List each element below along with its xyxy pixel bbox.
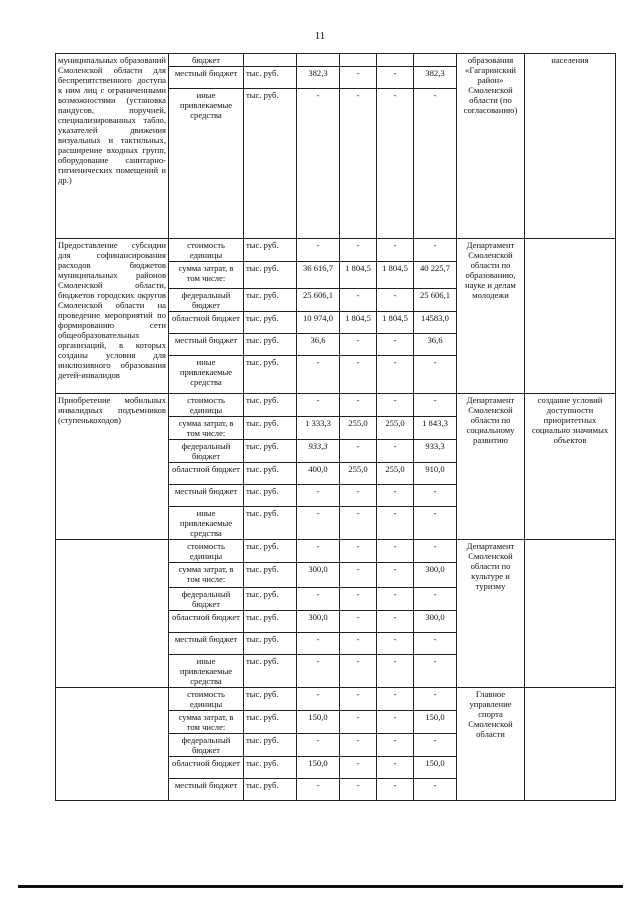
value-cell: - (377, 485, 414, 507)
value-cell: - (340, 588, 377, 611)
value-cell: - (340, 440, 377, 463)
value-cell: - (377, 356, 414, 394)
funding-source-cell: стоимость единицы (169, 688, 244, 711)
value-cell: - (340, 611, 377, 633)
unit-cell: тыс. руб. (244, 312, 297, 334)
page-number: 11 (314, 30, 326, 42)
value-cell: - (377, 239, 414, 262)
table-row (56, 540, 616, 563)
value-cell: - (340, 239, 377, 262)
funding-source-cell: федеральный бюджет (169, 734, 244, 757)
bottom-rule (18, 885, 623, 888)
value-cell: - (297, 688, 340, 711)
measure-description: Приобретение мобильных инвалидных подъемников (ступенькоходов) (56, 394, 169, 540)
value-cell: - (414, 779, 457, 801)
value-cell: - (340, 711, 377, 734)
unit-cell: тыс. руб. (244, 440, 297, 463)
value-cell: - (377, 289, 414, 312)
value-cell: - (340, 655, 377, 688)
value-cell: - (297, 779, 340, 801)
unit-cell: тыс. руб. (244, 417, 297, 440)
value-cell: - (340, 394, 377, 417)
value-cell: - (414, 734, 457, 757)
value-cell: - (340, 757, 377, 779)
expected-result (525, 688, 616, 801)
value-cell (414, 54, 457, 67)
value-cell: 1 333,3 (297, 417, 340, 440)
funding-source-cell: сумма затрат, в том числе: (169, 262, 244, 289)
value-cell: 933,3 (297, 440, 340, 463)
measure-description (56, 540, 169, 688)
value-cell: - (377, 563, 414, 588)
funding-source-cell: местный бюджет (169, 779, 244, 801)
value-cell: - (377, 507, 414, 540)
value-cell: 300,0 (297, 563, 340, 588)
unit-cell: тыс. руб. (244, 633, 297, 655)
value-cell: - (414, 356, 457, 394)
value-cell: - (340, 356, 377, 394)
value-cell: 255,0 (377, 417, 414, 440)
value-cell: - (297, 655, 340, 688)
unit-cell: тыс. руб. (244, 688, 297, 711)
value-cell: - (297, 89, 340, 239)
funding-source-cell: областной бюджет (169, 757, 244, 779)
value-cell: - (340, 67, 377, 89)
value-cell: - (377, 757, 414, 779)
value-cell: - (377, 334, 414, 356)
value-cell: - (377, 540, 414, 563)
value-cell: 1 804,5 (340, 262, 377, 289)
table-row (56, 394, 616, 417)
unit-cell: тыс. руб. (244, 67, 297, 89)
unit-cell: тыс. руб. (244, 734, 297, 757)
value-cell: - (414, 655, 457, 688)
value-cell: - (297, 356, 340, 394)
value-cell: - (377, 633, 414, 655)
value-cell: - (340, 507, 377, 540)
funding-source-cell: областной бюджет (169, 312, 244, 334)
value-cell: - (297, 540, 340, 563)
value-cell: - (414, 633, 457, 655)
funding-source-cell: иные привлекаемые средства (169, 356, 244, 394)
unit-cell: тыс. руб. (244, 779, 297, 801)
funding-source-cell: областной бюджет (169, 463, 244, 485)
value-cell: 36,6 (297, 334, 340, 356)
funding-source-cell: стоимость единицы (169, 540, 244, 563)
value-cell: - (297, 588, 340, 611)
value-cell: - (340, 633, 377, 655)
table-row (56, 54, 616, 67)
value-cell: 25 606,1 (414, 289, 457, 312)
value-cell: - (414, 688, 457, 711)
value-cell: 382,3 (297, 67, 340, 89)
responsible-department: образования «Гагаринский район» Смоленской области (по согласованию) (457, 54, 525, 239)
value-cell: 1 843,3 (414, 417, 457, 440)
value-cell: - (414, 394, 457, 417)
value-cell: - (377, 711, 414, 734)
value-cell: - (414, 239, 457, 262)
value-cell: - (340, 334, 377, 356)
value-cell (340, 54, 377, 67)
unit-cell: тыс. руб. (244, 239, 297, 262)
unit-cell: тыс. руб. (244, 563, 297, 588)
value-cell: - (414, 507, 457, 540)
value-cell: - (377, 611, 414, 633)
unit-cell: тыс. руб. (244, 757, 297, 779)
value-cell: - (340, 540, 377, 563)
table-row (56, 688, 616, 711)
unit-cell: тыс. руб. (244, 394, 297, 417)
expected-result (525, 239, 616, 394)
value-cell: - (297, 633, 340, 655)
unit-cell: тыс. руб. (244, 611, 297, 633)
value-cell: - (297, 507, 340, 540)
value-cell: - (340, 779, 377, 801)
funding-source-cell: местный бюджет (169, 67, 244, 89)
value-cell: 300,0 (414, 563, 457, 588)
funding-source-cell: сумма затрат, в том числе: (169, 417, 244, 440)
value-cell: - (297, 239, 340, 262)
value-cell: 300,0 (414, 611, 457, 633)
unit-cell: тыс. руб. (244, 262, 297, 289)
value-cell: - (377, 588, 414, 611)
unit-cell: тыс. руб. (244, 485, 297, 507)
value-cell: - (377, 688, 414, 711)
value-cell: - (297, 734, 340, 757)
funding-source-cell: стоимость единицы (169, 394, 244, 417)
unit-cell: тыс. руб. (244, 711, 297, 734)
value-cell (377, 54, 414, 67)
funding-source-cell: стоимость единицы (169, 239, 244, 262)
value-cell: 255,0 (377, 463, 414, 485)
unit-cell: тыс. руб. (244, 89, 297, 239)
value-cell: 36 616,7 (297, 262, 340, 289)
value-cell: - (340, 89, 377, 239)
value-cell: - (414, 540, 457, 563)
unit-cell: тыс. руб. (244, 356, 297, 394)
value-cell: 382,3 (414, 67, 457, 89)
value-cell: 10 974,0 (297, 312, 340, 334)
funding-source-cell: федеральный бюджет (169, 588, 244, 611)
value-cell: 300,0 (297, 611, 340, 633)
value-cell: - (414, 485, 457, 507)
value-cell: - (340, 563, 377, 588)
value-cell: 1 804,5 (340, 312, 377, 334)
unit-cell: тыс. руб. (244, 655, 297, 688)
unit-cell: тыс. руб. (244, 289, 297, 312)
funding-source-cell: сумма затрат, в том числе: (169, 711, 244, 734)
expected-result: создание условий доступности приоритетных социально значимых объектов (525, 394, 616, 540)
value-cell: - (377, 655, 414, 688)
value-cell: - (377, 89, 414, 239)
measure-description: муниципальных образований Смоленской области для беспрепятственного доступа к ним лиц с ограниченными возможностями (установка пандусов, поручней, специализированных табло, указателей движения визуальных и тактильных, расширение входных групп, оборудование санитарно-гигиенических помещений и др.) (56, 54, 169, 239)
value-cell: 150,0 (297, 711, 340, 734)
funding-source-cell: сумма затрат, в том числе: (169, 563, 244, 588)
value-cell: 933,3 (414, 440, 457, 463)
value-cell: 1 804,5 (377, 312, 414, 334)
value-cell: 25 606,1 (297, 289, 340, 312)
value-cell: 255,0 (340, 417, 377, 440)
funding-source-cell: местный бюджет (169, 485, 244, 507)
value-cell: - (377, 394, 414, 417)
funding-source-cell: местный бюджет (169, 334, 244, 356)
value-cell: 1 804,5 (377, 262, 414, 289)
value-cell: - (377, 440, 414, 463)
value-cell: - (340, 688, 377, 711)
value-cell (297, 54, 340, 67)
value-cell: 150,0 (297, 757, 340, 779)
measure-description: Предоставление субсидии для софинансирования расходов бюджетов муниципальных районов Смоленской области, бюджетов городских округов Смоленской области на проведение мероприятий по формированию сети общеобразовательных организаций, в которых созданы условия для инклюзивного образования детей-инвалидов (56, 239, 169, 394)
program-measures-table (55, 53, 616, 801)
table-row (56, 239, 616, 262)
funding-source-cell: федеральный бюджет (169, 289, 244, 312)
value-cell: - (414, 588, 457, 611)
value-cell: - (297, 485, 340, 507)
expected-result: населения (525, 54, 616, 239)
funding-source-cell: бюджет (169, 54, 244, 67)
responsible-department: Департамент Смоленской области по образованию, науке и делам молодежи (457, 239, 525, 394)
funding-source-cell: местный бюджет (169, 633, 244, 655)
unit-cell: тыс. руб. (244, 463, 297, 485)
value-cell: 255,0 (340, 463, 377, 485)
value-cell: - (414, 89, 457, 239)
value-cell: - (297, 394, 340, 417)
unit-cell (244, 54, 297, 67)
funding-source-cell: областной бюджет (169, 611, 244, 633)
value-cell: - (377, 734, 414, 757)
value-cell: 14583,0 (414, 312, 457, 334)
unit-cell: тыс. руб. (244, 540, 297, 563)
value-cell: 150,0 (414, 711, 457, 734)
value-cell: 150,0 (414, 757, 457, 779)
value-cell: 400,0 (297, 463, 340, 485)
funding-source-cell: иные привлекаемые средства (169, 655, 244, 688)
value-cell: 36,6 (414, 334, 457, 356)
value-cell: - (377, 67, 414, 89)
value-cell: - (340, 734, 377, 757)
responsible-department: Главное управление спорта Смоленской области (457, 688, 525, 801)
value-cell: - (377, 779, 414, 801)
unit-cell: тыс. руб. (244, 507, 297, 540)
value-cell: - (340, 289, 377, 312)
measure-description (56, 688, 169, 801)
funding-source-cell: иные привлекаемые средства (169, 89, 244, 239)
funding-source-cell: иные привлекаемые средства (169, 507, 244, 540)
value-cell: - (340, 485, 377, 507)
funding-source-cell: федеральный бюджет (169, 440, 244, 463)
value-cell: 40 225,7 (414, 262, 457, 289)
value-cell: 910,0 (414, 463, 457, 485)
expected-result (525, 540, 616, 688)
responsible-department: Департамент Смоленской области по социальному развитию (457, 394, 525, 540)
unit-cell: тыс. руб. (244, 334, 297, 356)
responsible-department: Департамент Смоленской области по культуре и туризму (457, 540, 525, 688)
unit-cell: тыс. руб. (244, 588, 297, 611)
